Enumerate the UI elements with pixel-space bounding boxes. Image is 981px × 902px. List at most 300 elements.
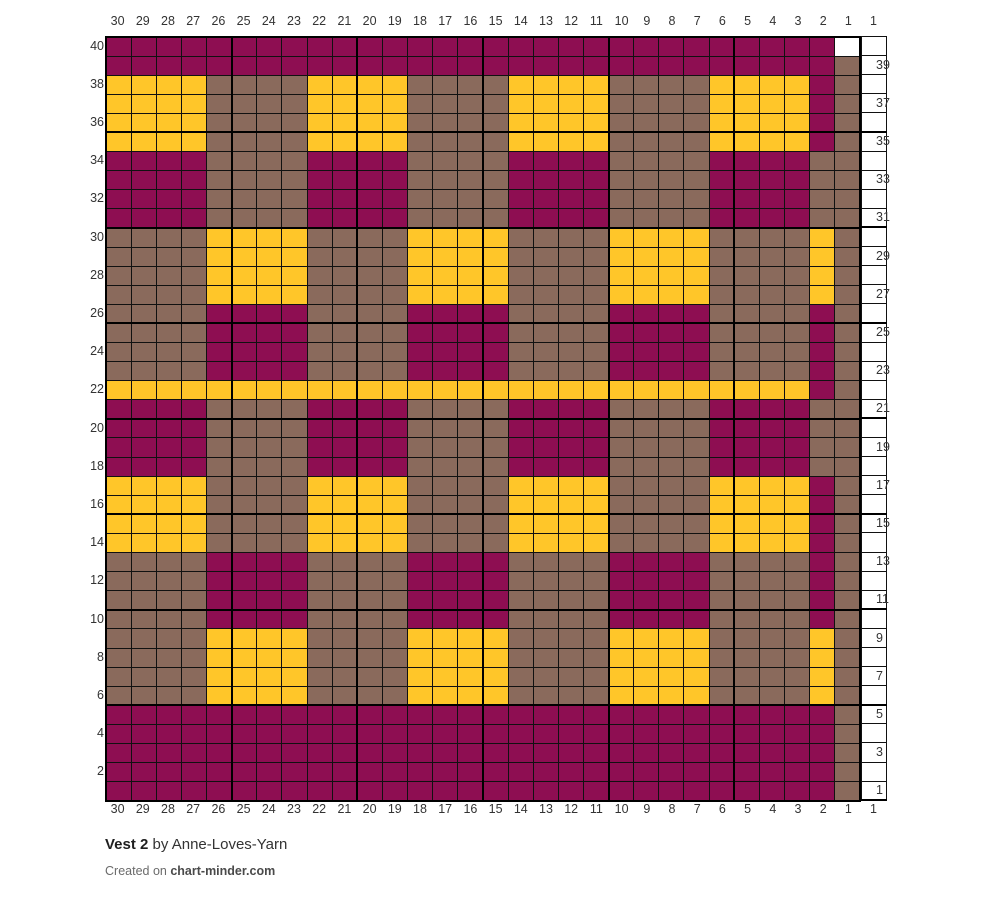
chart-cell-maroon[interactable]	[357, 209, 382, 228]
chart-cell-yellow[interactable]	[156, 495, 181, 514]
chart-cell-brown[interactable]	[433, 113, 458, 132]
chart-cell-maroon[interactable]	[181, 457, 206, 476]
chart-cell-yellow[interactable]	[810, 266, 835, 285]
chart-cell-brown[interactable]	[332, 553, 357, 572]
chart-cell-brown[interactable]	[483, 514, 508, 533]
chart-cell-yellow[interactable]	[659, 381, 684, 400]
chart-cell-brown[interactable]	[433, 495, 458, 514]
chart-cell-maroon[interactable]	[408, 591, 433, 610]
chart-cell-maroon[interactable]	[533, 209, 558, 228]
chart-cell-brown[interactable]	[357, 362, 382, 381]
chart-cell-brown[interactable]	[759, 629, 784, 648]
chart-cell-maroon[interactable]	[609, 610, 634, 629]
chart-cell-maroon[interactable]	[609, 37, 634, 56]
chart-cell-yellow[interactable]	[408, 667, 433, 686]
chart-cell-white[interactable]	[862, 227, 887, 246]
chart-cell-brown[interactable]	[232, 400, 257, 419]
chart-cell-maroon[interactable]	[583, 438, 608, 457]
chart-cell-yellow[interactable]	[508, 75, 533, 94]
chart-cell-maroon[interactable]	[232, 304, 257, 323]
chart-cell-maroon[interactable]	[558, 209, 583, 228]
chart-cell-brown[interactable]	[382, 362, 407, 381]
chart-cell-brown[interactable]	[458, 132, 483, 151]
chart-cell-maroon[interactable]	[106, 400, 131, 419]
chart-cell-brown[interactable]	[458, 94, 483, 113]
chart-cell-brown[interactable]	[533, 610, 558, 629]
chart-cell-maroon[interactable]	[408, 362, 433, 381]
chart-cell-maroon[interactable]	[810, 495, 835, 514]
chart-cell-maroon[interactable]	[558, 705, 583, 724]
chart-cell-maroon[interactable]	[709, 419, 734, 438]
chart-cell-yellow[interactable]	[458, 285, 483, 304]
chart-cell-maroon[interactable]	[207, 56, 232, 75]
chart-cell-brown[interactable]	[483, 419, 508, 438]
chart-cell-white[interactable]	[862, 495, 887, 514]
chart-cell-maroon[interactable]	[709, 209, 734, 228]
chart-cell-brown[interactable]	[609, 152, 634, 171]
chart-cell-maroon[interactable]	[684, 724, 709, 743]
chart-cell-yellow[interactable]	[232, 228, 257, 247]
chart-cell-yellow[interactable]	[533, 533, 558, 552]
chart-cell-maroon[interactable]	[659, 362, 684, 381]
chart-cell-brown[interactable]	[332, 591, 357, 610]
chart-cell-brown[interactable]	[131, 343, 156, 362]
chart-cell-maroon[interactable]	[810, 37, 835, 56]
chart-cell-brown[interactable]	[458, 419, 483, 438]
chart-cell-maroon[interactable]	[156, 457, 181, 476]
chart-cell-maroon[interactable]	[634, 56, 659, 75]
chart-cell-maroon[interactable]	[709, 152, 734, 171]
chart-cell-yellow[interactable]	[106, 132, 131, 151]
chart-cell-brown[interactable]	[634, 113, 659, 132]
chart-cell-yellow[interactable]	[558, 94, 583, 113]
chart-cell-yellow[interactable]	[257, 228, 282, 247]
chart-cell-maroon[interactable]	[684, 553, 709, 572]
chart-cell-brown[interactable]	[181, 266, 206, 285]
chart-cell-brown[interactable]	[709, 686, 734, 705]
chart-cell-maroon[interactable]	[332, 743, 357, 762]
chart-cell-brown[interactable]	[131, 629, 156, 648]
chart-cell-brown[interactable]	[759, 610, 784, 629]
chart-cell-brown[interactable]	[332, 572, 357, 591]
chart-cell-brown[interactable]	[810, 438, 835, 457]
chart-cell-maroon[interactable]	[408, 304, 433, 323]
chart-cell-maroon[interactable]	[458, 610, 483, 629]
chart-cell-yellow[interactable]	[784, 495, 809, 514]
chart-cell-maroon[interactable]	[810, 553, 835, 572]
chart-cell-brown[interactable]	[533, 591, 558, 610]
chart-cell-brown[interactable]	[131, 648, 156, 667]
chart-cell-brown[interactable]	[508, 648, 533, 667]
chart-cell-brown[interactable]	[207, 514, 232, 533]
chart-cell-brown[interactable]	[659, 75, 684, 94]
chart-cell-yellow[interactable]	[583, 476, 608, 495]
chart-cell-maroon[interactable]	[282, 56, 307, 75]
chart-cell-maroon[interactable]	[458, 343, 483, 362]
chart-cell-yellow[interactable]	[131, 94, 156, 113]
chart-cell-maroon[interactable]	[810, 381, 835, 400]
chart-cell-maroon[interactable]	[307, 419, 332, 438]
chart-cell-yellow[interactable]	[759, 75, 784, 94]
chart-cell-maroon[interactable]	[483, 572, 508, 591]
chart-cell-maroon[interactable]	[634, 362, 659, 381]
chart-cell-maroon[interactable]	[207, 553, 232, 572]
chart-cell-brown[interactable]	[408, 533, 433, 552]
chart-cell-maroon[interactable]	[332, 152, 357, 171]
chart-cell-maroon[interactable]	[609, 591, 634, 610]
chart-cell-brown[interactable]	[784, 667, 809, 686]
chart-cell-brown[interactable]	[307, 266, 332, 285]
chart-cell-maroon[interactable]	[684, 610, 709, 629]
chart-cell-maroon[interactable]	[307, 782, 332, 801]
chart-cell-brown[interactable]	[232, 190, 257, 209]
chart-cell-yellow[interactable]	[609, 285, 634, 304]
chart-cell-maroon[interactable]	[784, 152, 809, 171]
chart-cell-yellow[interactable]	[232, 648, 257, 667]
chart-cell-maroon[interactable]	[282, 743, 307, 762]
chart-cell-yellow[interactable]	[357, 75, 382, 94]
chart-cell-brown[interactable]	[734, 323, 759, 342]
chart-cell-brown[interactable]	[257, 514, 282, 533]
chart-cell-yellow[interactable]	[433, 648, 458, 667]
chart-cell-brown[interactable]	[684, 113, 709, 132]
chart-cell-brown[interactable]	[684, 209, 709, 228]
chart-cell-brown[interactable]	[784, 610, 809, 629]
chart-cell-yellow[interactable]	[408, 381, 433, 400]
chart-cell-brown[interactable]	[131, 266, 156, 285]
chart-cell-maroon[interactable]	[207, 610, 232, 629]
chart-cell-maroon[interactable]	[810, 113, 835, 132]
chart-cell-maroon[interactable]	[357, 457, 382, 476]
chart-cell-maroon[interactable]	[382, 37, 407, 56]
chart-cell-maroon[interactable]	[106, 457, 131, 476]
chart-cell-brown[interactable]	[433, 94, 458, 113]
chart-cell-maroon[interactable]	[810, 75, 835, 94]
chart-cell-brown[interactable]	[382, 323, 407, 342]
chart-cell-brown[interactable]	[835, 266, 860, 285]
chart-cell-brown[interactable]	[684, 152, 709, 171]
chart-cell-yellow[interactable]	[810, 285, 835, 304]
chart-cell-yellow[interactable]	[131, 381, 156, 400]
chart-cell-yellow[interactable]	[433, 629, 458, 648]
chart-cell-maroon[interactable]	[207, 37, 232, 56]
chart-cell-brown[interactable]	[282, 400, 307, 419]
chart-cell-maroon[interactable]	[558, 782, 583, 801]
chart-cell-maroon[interactable]	[458, 705, 483, 724]
chart-cell-maroon[interactable]	[709, 457, 734, 476]
chart-cell-yellow[interactable]	[232, 285, 257, 304]
chart-cell-maroon[interactable]	[282, 304, 307, 323]
chart-cell-maroon[interactable]	[232, 724, 257, 743]
chart-cell-brown[interactable]	[207, 533, 232, 552]
chart-cell-brown[interactable]	[684, 457, 709, 476]
chart-cell-yellow[interactable]	[106, 514, 131, 533]
chart-cell-brown[interactable]	[307, 648, 332, 667]
chart-cell-brown[interactable]	[583, 266, 608, 285]
chart-cell-maroon[interactable]	[106, 782, 131, 801]
chart-cell-maroon[interactable]	[810, 591, 835, 610]
chart-cell-yellow[interactable]	[232, 686, 257, 705]
chart-cell-yellow[interactable]	[810, 629, 835, 648]
chart-cell-maroon[interactable]	[433, 743, 458, 762]
chart-cell-maroon[interactable]	[332, 419, 357, 438]
chart-cell-maroon[interactable]	[357, 763, 382, 782]
chart-cell-brown[interactable]	[709, 228, 734, 247]
chart-cell-brown[interactable]	[709, 610, 734, 629]
chart-cell-brown[interactable]	[332, 610, 357, 629]
chart-cell-brown[interactable]	[835, 247, 860, 266]
chart-cell-yellow[interactable]	[207, 667, 232, 686]
chart-cell-brown[interactable]	[609, 476, 634, 495]
chart-cell-maroon[interactable]	[458, 591, 483, 610]
chart-cell-brown[interactable]	[734, 247, 759, 266]
chart-cell-brown[interactable]	[558, 591, 583, 610]
chart-cell-maroon[interactable]	[207, 304, 232, 323]
chart-cell-brown[interactable]	[734, 266, 759, 285]
chart-cell-maroon[interactable]	[257, 724, 282, 743]
chart-cell-brown[interactable]	[382, 304, 407, 323]
chart-cell-yellow[interactable]	[307, 533, 332, 552]
chart-cell-yellow[interactable]	[810, 228, 835, 247]
chart-cell-brown[interactable]	[232, 75, 257, 94]
chart-cell-brown[interactable]	[835, 705, 860, 724]
chart-cell-yellow[interactable]	[332, 514, 357, 533]
chart-cell-brown[interactable]	[533, 553, 558, 572]
chart-cell-yellow[interactable]	[734, 75, 759, 94]
chart-cell-brown[interactable]	[533, 266, 558, 285]
chart-cell-yellow[interactable]	[408, 247, 433, 266]
chart-cell-brown[interactable]	[508, 572, 533, 591]
chart-cell-brown[interactable]	[734, 572, 759, 591]
chart-cell-maroon[interactable]	[257, 705, 282, 724]
chart-cell-maroon[interactable]	[634, 705, 659, 724]
chart-cell-brown[interactable]	[558, 686, 583, 705]
chart-cell-brown[interactable]	[558, 629, 583, 648]
chart-cell-maroon[interactable]	[282, 782, 307, 801]
chart-cell-yellow[interactable]	[734, 381, 759, 400]
chart-cell-brown[interactable]	[609, 113, 634, 132]
chart-cell-yellow[interactable]	[734, 113, 759, 132]
chart-cell-yellow[interactable]	[734, 533, 759, 552]
chart-cell-maroon[interactable]	[784, 724, 809, 743]
chart-cell-brown[interactable]	[634, 209, 659, 228]
chart-cell-brown[interactable]	[332, 304, 357, 323]
chart-cell-maroon[interactable]	[659, 37, 684, 56]
chart-cell-brown[interactable]	[684, 438, 709, 457]
chart-cell-yellow[interactable]	[759, 533, 784, 552]
chart-cell-brown[interactable]	[156, 304, 181, 323]
chart-cell-maroon[interactable]	[156, 37, 181, 56]
chart-cell-maroon[interactable]	[483, 343, 508, 362]
chart-cell-maroon[interactable]	[734, 724, 759, 743]
chart-cell-maroon[interactable]	[131, 419, 156, 438]
chart-cell-brown[interactable]	[433, 152, 458, 171]
chart-cell-maroon[interactable]	[131, 438, 156, 457]
chart-cell-maroon[interactable]	[433, 362, 458, 381]
chart-cell-yellow[interactable]	[533, 476, 558, 495]
chart-cell-brown[interactable]	[759, 686, 784, 705]
chart-cell-yellow[interactable]	[810, 648, 835, 667]
chart-cell-brown[interactable]	[759, 285, 784, 304]
chart-cell-brown[interactable]	[257, 476, 282, 495]
chart-cell-maroon[interactable]	[583, 171, 608, 190]
chart-cell-maroon[interactable]	[634, 304, 659, 323]
chart-cell-maroon[interactable]	[332, 56, 357, 75]
chart-cell-yellow[interactable]	[759, 495, 784, 514]
chart-cell-maroon[interactable]	[659, 743, 684, 762]
chart-cell-yellow[interactable]	[282, 266, 307, 285]
chart-cell-brown[interactable]	[810, 171, 835, 190]
chart-cell-yellow[interactable]	[307, 94, 332, 113]
chart-cell-yellow[interactable]	[609, 667, 634, 686]
chart-cell-brown[interactable]	[784, 247, 809, 266]
chart-cell-maroon[interactable]	[709, 705, 734, 724]
chart-cell-maroon[interactable]	[810, 56, 835, 75]
chart-cell-brown[interactable]	[709, 343, 734, 362]
chart-cell-maroon[interactable]	[483, 56, 508, 75]
chart-cell-brown[interactable]	[131, 572, 156, 591]
chart-cell-maroon[interactable]	[759, 190, 784, 209]
chart-cell-brown[interactable]	[583, 247, 608, 266]
chart-cell-brown[interactable]	[835, 190, 860, 209]
chart-cell-maroon[interactable]	[307, 190, 332, 209]
chart-cell-yellow[interactable]	[784, 514, 809, 533]
chart-cell-maroon[interactable]	[533, 724, 558, 743]
chart-cell-maroon[interactable]	[433, 304, 458, 323]
chart-cell-yellow[interactable]	[332, 476, 357, 495]
chart-cell-brown[interactable]	[382, 247, 407, 266]
chart-cell-maroon[interactable]	[433, 705, 458, 724]
chart-cell-maroon[interactable]	[433, 610, 458, 629]
chart-cell-maroon[interactable]	[634, 572, 659, 591]
chart-cell-maroon[interactable]	[282, 323, 307, 342]
chart-cell-brown[interactable]	[659, 209, 684, 228]
chart-cell-brown[interactable]	[759, 228, 784, 247]
chart-cell-maroon[interactable]	[458, 362, 483, 381]
chart-cell-maroon[interactable]	[784, 209, 809, 228]
chart-cell-brown[interactable]	[232, 94, 257, 113]
chart-cell-brown[interactable]	[332, 686, 357, 705]
chart-cell-brown[interactable]	[106, 323, 131, 342]
chart-cell-yellow[interactable]	[207, 228, 232, 247]
chart-cell-maroon[interactable]	[659, 724, 684, 743]
chart-cell-maroon[interactable]	[106, 171, 131, 190]
chart-cell-maroon[interactable]	[207, 362, 232, 381]
chart-cell-brown[interactable]	[382, 285, 407, 304]
chart-cell-brown[interactable]	[483, 438, 508, 457]
chart-cell-maroon[interactable]	[508, 171, 533, 190]
chart-cell-brown[interactable]	[382, 667, 407, 686]
chart-cell-brown[interactable]	[181, 553, 206, 572]
chart-cell-brown[interactable]	[558, 247, 583, 266]
chart-cell-maroon[interactable]	[634, 743, 659, 762]
chart-cell-brown[interactable]	[357, 591, 382, 610]
chart-cell-brown[interactable]	[458, 476, 483, 495]
chart-cell-brown[interactable]	[282, 190, 307, 209]
chart-cell-maroon[interactable]	[508, 419, 533, 438]
chart-cell-maroon[interactable]	[106, 763, 131, 782]
chart-cell-brown[interactable]	[583, 591, 608, 610]
chart-cell-brown[interactable]	[734, 285, 759, 304]
chart-cell-maroon[interactable]	[282, 610, 307, 629]
chart-cell-maroon[interactable]	[583, 743, 608, 762]
chart-cell-brown[interactable]	[156, 591, 181, 610]
chart-cell-brown[interactable]	[558, 323, 583, 342]
chart-cell-maroon[interactable]	[382, 209, 407, 228]
chart-cell-maroon[interactable]	[709, 724, 734, 743]
chart-cell-brown[interactable]	[156, 572, 181, 591]
chart-cell-maroon[interactable]	[382, 743, 407, 762]
chart-cell-brown[interactable]	[583, 304, 608, 323]
chart-cell-yellow[interactable]	[483, 629, 508, 648]
chart-cell-brown[interactable]	[483, 75, 508, 94]
chart-cell-brown[interactable]	[734, 610, 759, 629]
chart-cell-yellow[interactable]	[583, 495, 608, 514]
chart-cell-yellow[interactable]	[282, 667, 307, 686]
chart-cell-maroon[interactable]	[483, 323, 508, 342]
chart-cell-maroon[interactable]	[583, 419, 608, 438]
chart-cell-brown[interactable]	[835, 343, 860, 362]
chart-cell-brown[interactable]	[835, 572, 860, 591]
chart-cell-yellow[interactable]	[307, 75, 332, 94]
chart-cell-yellow[interactable]	[307, 476, 332, 495]
chart-cell-yellow[interactable]	[408, 686, 433, 705]
chart-cell-maroon[interactable]	[156, 763, 181, 782]
chart-cell-yellow[interactable]	[282, 686, 307, 705]
chart-cell-yellow[interactable]	[257, 686, 282, 705]
chart-cell-maroon[interactable]	[810, 132, 835, 151]
chart-cell-brown[interactable]	[357, 648, 382, 667]
chart-cell-maroon[interactable]	[257, 343, 282, 362]
chart-cell-brown[interactable]	[232, 514, 257, 533]
chart-cell-brown[interactable]	[207, 419, 232, 438]
chart-cell-yellow[interactable]	[709, 75, 734, 94]
chart-cell-brown[interactable]	[131, 553, 156, 572]
chart-cell-yellow[interactable]	[508, 94, 533, 113]
chart-cell-maroon[interactable]	[207, 591, 232, 610]
chart-cell-maroon[interactable]	[156, 152, 181, 171]
chart-cell-maroon[interactable]	[508, 743, 533, 762]
chart-cell-maroon[interactable]	[684, 572, 709, 591]
chart-cell-brown[interactable]	[533, 648, 558, 667]
chart-cell-maroon[interactable]	[357, 152, 382, 171]
chart-cell-yellow[interactable]	[508, 381, 533, 400]
chart-cell-maroon[interactable]	[508, 763, 533, 782]
chart-cell-maroon[interactable]	[734, 37, 759, 56]
chart-cell-maroon[interactable]	[810, 304, 835, 323]
chart-cell-brown[interactable]	[709, 629, 734, 648]
chart-cell-maroon[interactable]	[784, 419, 809, 438]
chart-cell-brown[interactable]	[483, 209, 508, 228]
chart-cell-maroon[interactable]	[810, 362, 835, 381]
chart-cell-maroon[interactable]	[257, 362, 282, 381]
chart-cell-maroon[interactable]	[307, 152, 332, 171]
chart-cell-maroon[interactable]	[734, 171, 759, 190]
chart-cell-maroon[interactable]	[181, 705, 206, 724]
chart-cell-brown[interactable]	[734, 343, 759, 362]
chart-cell-maroon[interactable]	[458, 37, 483, 56]
chart-cell-brown[interactable]	[835, 476, 860, 495]
chart-cell-maroon[interactable]	[533, 419, 558, 438]
chart-cell-brown[interactable]	[583, 553, 608, 572]
chart-cell-yellow[interactable]	[332, 94, 357, 113]
chart-cell-brown[interactable]	[659, 457, 684, 476]
chart-cell-brown[interactable]	[106, 228, 131, 247]
chart-cell-brown[interactable]	[307, 228, 332, 247]
chart-cell-maroon[interactable]	[759, 400, 784, 419]
selvedge-column[interactable]	[861, 36, 887, 801]
chart-cell-yellow[interactable]	[659, 285, 684, 304]
